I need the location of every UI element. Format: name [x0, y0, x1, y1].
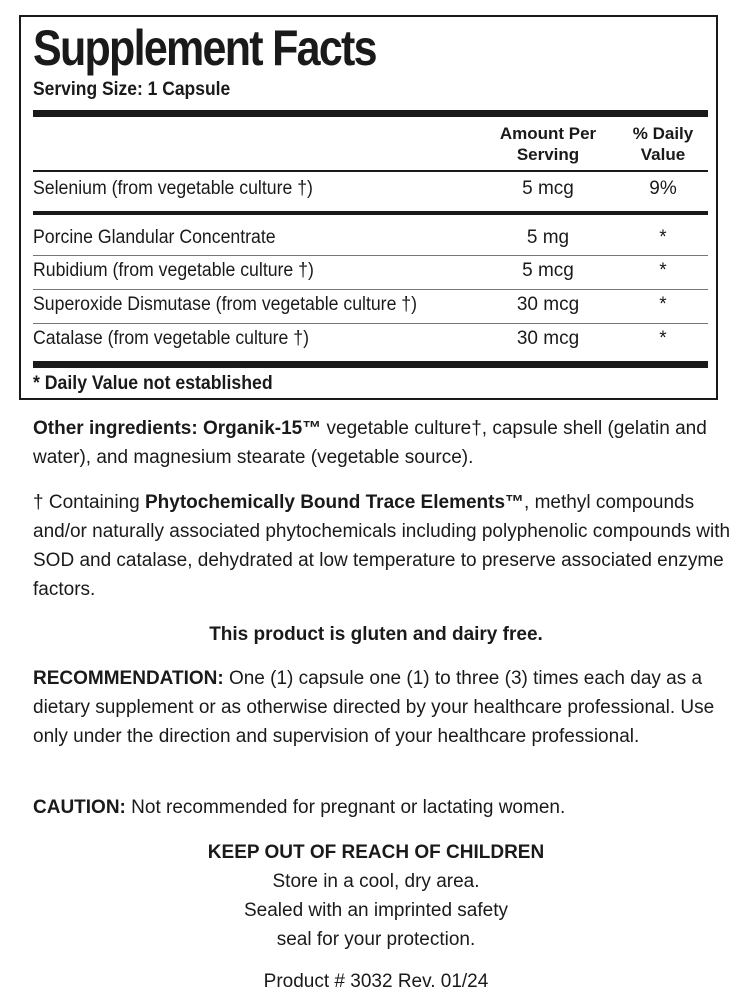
caution-label: CAUTION:	[33, 797, 126, 818]
column-header-amount-line1: Amount Per	[499, 124, 597, 143]
caution-text: Not recommended for pregnant or lactating women.	[125, 797, 566, 818]
divider-header	[33, 170, 708, 172]
recommendation	[33, 664, 733, 751]
nutrient-name: Catalase (from vegetable culture †)	[33, 328, 309, 349]
serving-size: Serving Size: 1 Capsule	[33, 79, 231, 100]
table-row	[33, 256, 708, 286]
storage-instruction: Store in a cool, dry area.	[272, 871, 480, 892]
recommendation-text: One (1) capsule one (1) to three (3) times each day as a dietary supplement or as otherwise directed by your healthcare professional. Use only under the direction and supervision of your healthcare professional.	[33, 668, 715, 747]
facts-title: Supplement Facts	[33, 20, 376, 76]
nutrient-daily-value: *	[659, 328, 667, 349]
nutrient-amount: 5 mcg	[522, 260, 574, 281]
containing-text: , methyl compounds and/or naturally associated phytochemicals including polyphenolic compounds with SOD and catalase, dehydrated at low temperature to preserve associated enzyme factors.	[33, 492, 731, 600]
other-ingredients-label: Other ingredients:	[33, 418, 198, 439]
nutrient-name: Porcine Glandular Concentrate	[33, 227, 276, 248]
nutrient-name: Superoxide Dismutase (from vegetable culture †)	[33, 294, 418, 315]
seal-line-2: seal for your protection.	[276, 929, 476, 950]
gluten-free-statement: This product is gluten and dairy free.	[209, 624, 543, 645]
nutrient-daily-value: *	[659, 294, 667, 315]
nutrient-daily-value: *	[659, 227, 667, 248]
divider-thick-bottom	[33, 361, 708, 368]
organik-brand: Organik-15™	[202, 418, 322, 439]
table-row	[33, 223, 708, 253]
column-header-dv-line1: % Daily	[632, 124, 694, 143]
other-ingredients-text: vegetable culture†, capsule shell (gelatin and water), and magnesium stearate (vegetable source).	[33, 418, 707, 468]
table-row	[33, 290, 708, 320]
nutrient-amount: 30 mcg	[516, 294, 580, 315]
nutrient-amount: 5 mcg	[522, 178, 574, 199]
table-row	[33, 174, 708, 204]
seal-line-1: Sealed with an imprinted safety	[243, 900, 509, 921]
containing-bold: Phytochemically Bound Trace Elements™	[144, 492, 525, 513]
column-header-amount-line2: Serving	[516, 145, 580, 164]
nutrient-daily-value: *	[659, 260, 667, 281]
nutrient-name: Rubidium (from vegetable culture †)	[33, 260, 314, 281]
recommendation-label: RECOMMENDATION:	[33, 668, 224, 689]
product-number: Product # 3032 Rev. 01/24	[263, 971, 489, 992]
keep-out-warning: KEEP OUT OF REACH OF CHILDREN	[207, 842, 545, 863]
column-header-dv-line2: Value	[640, 145, 686, 164]
other-ingredients	[33, 414, 733, 472]
divider-medium	[33, 211, 708, 215]
column-header-amount	[483, 123, 613, 165]
containing-prefix: † Containing	[33, 492, 145, 513]
nutrient-amount: 30 mcg	[516, 328, 580, 349]
containing-note	[33, 488, 733, 604]
table-row	[33, 324, 708, 354]
supplement-facts-panel	[19, 15, 718, 400]
column-header-daily-value	[623, 123, 703, 165]
daily-value-footnote: * Daily Value not established	[33, 373, 273, 394]
caution	[33, 793, 733, 822]
nutrient-daily-value: 9%	[649, 178, 677, 199]
divider-thick	[33, 110, 708, 117]
nutrient-name: Selenium (from vegetable culture †)	[33, 178, 313, 199]
nutrient-amount: 5 mg	[526, 227, 570, 248]
